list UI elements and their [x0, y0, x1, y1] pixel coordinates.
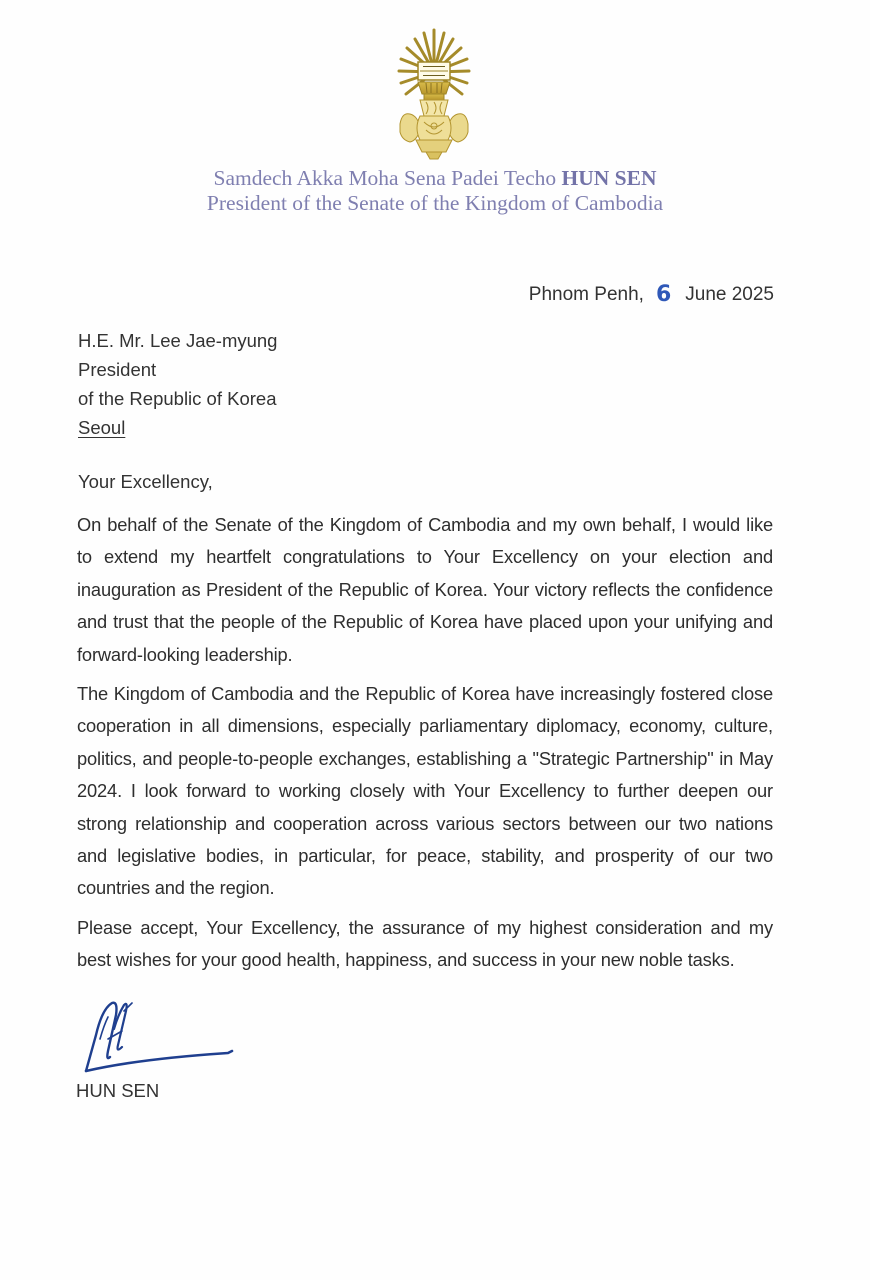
handwritten-signature-icon: [78, 995, 238, 1075]
date-month-year: June 2025: [685, 284, 774, 305]
sender-honorific-line: [0, 166, 870, 191]
recipient-name: H.E. Mr. Lee Jae-myung: [78, 330, 278, 351]
date-place: Phnom Penh,: [528, 284, 644, 305]
sender-title-prefix: Samdech Akka Moha Sena Padei Techo: [213, 166, 557, 190]
body-paragraph-1: On behalf of the Senate of the Kingdom of Cambodia and my own behalf, I would like to extend my heartfelt congratulations to Your Excellency on your election and inauguration as President of the Republic of Korea. Your victory reflects the confidence and trust that the people of the Republic of Korea have placed upon your unifying and forward-looking leadership.: [77, 514, 773, 665]
letterhead: [0, 166, 870, 216]
dateline: [529, 281, 774, 306]
recipient-address-block: [78, 326, 277, 442]
royal-crest-emblem-icon: [396, 28, 472, 160]
sender-name: HUN SEN: [561, 166, 657, 190]
body-paragraph-2: The Kingdom of Cambodia and the Republic of Korea have increasingly fostered close cooperation in all dimensions, especially parliamentary diplomacy, economy, culture, politics, and people-to-people exchanges, establishing a "Strategic Partnership" in May 2024. I look forward to working closely with Your Excellency to further deepen our strong relationship and cooperation across various sectors between our two nations and legislative bodies, in particular, for peace, stability, and prosperity of our two countries and the region.: [77, 683, 773, 899]
recipient-city: Seoul: [78, 417, 126, 438]
date-day-handwritten: 6: [655, 282, 672, 307]
signer-name: HUN SEN: [76, 1080, 160, 1101]
body-paragraph-3: Please accept, Your Excellency, the assurance of my highest consideration and my best wishes for your good health, happiness, and success in your new noble tasks.: [77, 917, 773, 971]
sender-position: President of the Senate of the Kingdom of Cambodia: [206, 191, 664, 215]
recipient-title: President: [78, 359, 157, 380]
salutation: Your Excellency,: [78, 471, 213, 492]
recipient-country: of the Republic of Korea: [78, 388, 277, 409]
